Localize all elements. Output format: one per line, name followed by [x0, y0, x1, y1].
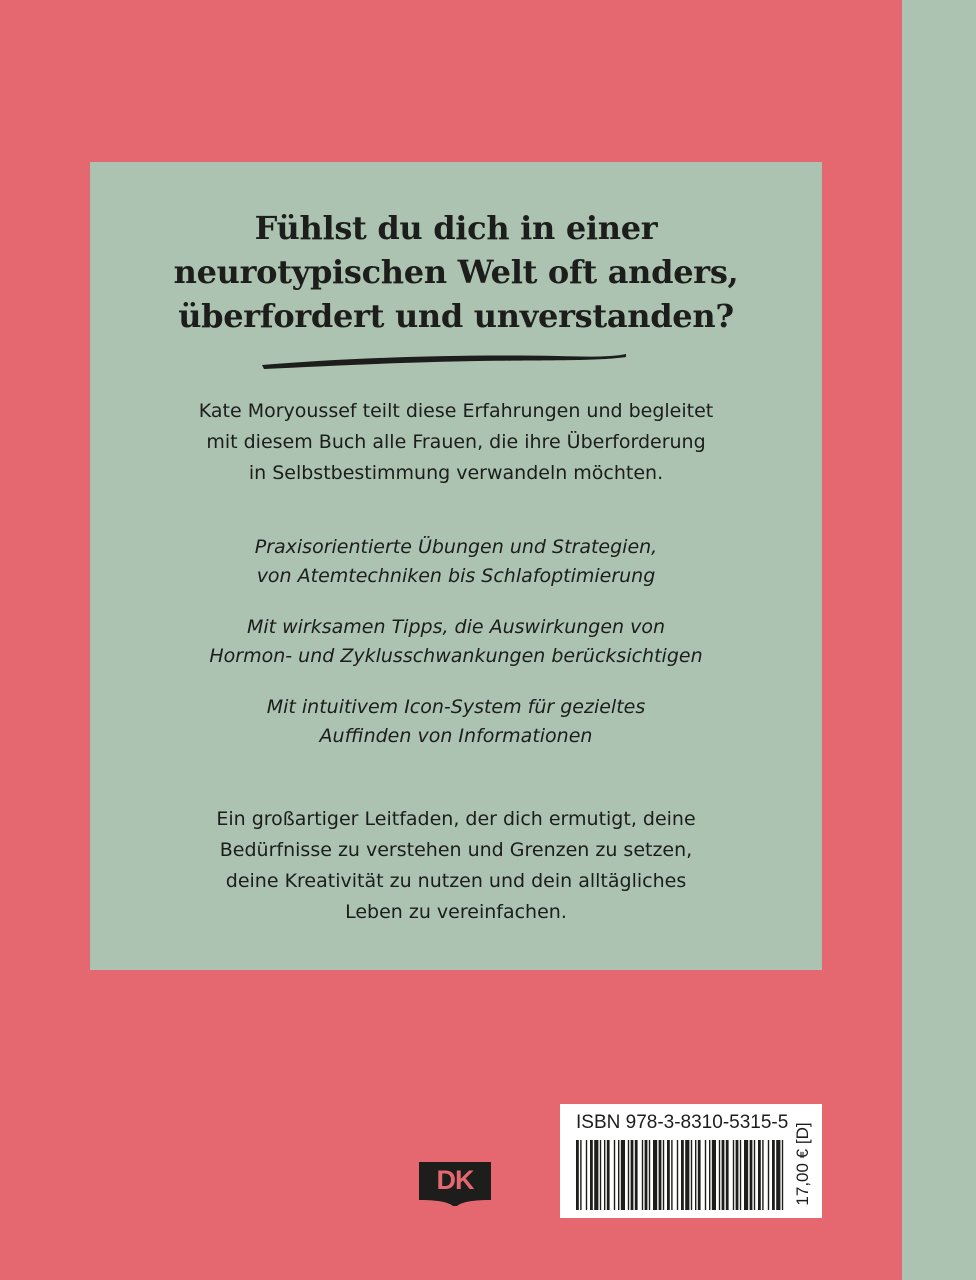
- closing-line: Ein großartiger Leitfaden, der dich ermutigt, deine: [216, 808, 696, 830]
- closing-paragraph: [90, 804, 822, 928]
- feature-item: [90, 533, 822, 591]
- intro-line: in Selbstbestimmung verwandeln möchten.: [248, 462, 664, 484]
- feature-line: Praxisorientierte Übungen und Strategien,: [254, 536, 658, 558]
- headline: [90, 206, 822, 338]
- feature-line: Hormon- und Zyklusschwankungen berücksichtigen: [209, 645, 703, 667]
- headline-line: überfordert und unverstanden?: [178, 297, 734, 335]
- closing-line: Leben zu vereinfachen.: [345, 901, 567, 923]
- publisher-logo-text: DK: [419, 1162, 491, 1198]
- intro-line: Kate Moryoussef teilt diese Erfahrungen und begleitet: [198, 400, 714, 422]
- feature-list: [90, 533, 822, 773]
- feature-item: [90, 693, 822, 751]
- headline-line: neurotypischen Welt oft anders,: [173, 253, 739, 291]
- feature-line: Mit intuitivem Icon-System für gezieltes: [266, 696, 646, 718]
- brush-underline: [258, 348, 630, 372]
- blurb-panel: [90, 162, 822, 970]
- open-book-icon: [419, 1196, 491, 1208]
- feature-item: [90, 613, 822, 671]
- feature-line: Mit wirksamen Tipps, die Auswirkungen von: [246, 616, 666, 638]
- price-label: 17,00 € [D]: [793, 1122, 812, 1206]
- publisher-logo: [419, 1162, 491, 1208]
- feature-line: Auffinden von Informationen: [319, 725, 593, 747]
- barcode-label: [560, 1104, 822, 1218]
- isbn-number: ISBN 978-3-8310-5315-5: [576, 1112, 789, 1133]
- closing-line: Bedürfnisse zu verstehen und Grenzen zu setzen,: [219, 839, 693, 861]
- feature-line: von Atemtechniken bis Schlafoptimierung: [256, 565, 656, 587]
- spine-strip: [902, 0, 976, 1280]
- intro-line: mit diesem Buch alle Frauen, die ihre Überforderung: [206, 431, 706, 453]
- closing-line: deine Kreativität zu nutzen und dein alltägliches: [225, 870, 687, 892]
- headline-line: Fühlst du dich in einer: [254, 209, 658, 247]
- intro-paragraph: [90, 396, 822, 489]
- barcode-bars: [576, 1140, 788, 1210]
